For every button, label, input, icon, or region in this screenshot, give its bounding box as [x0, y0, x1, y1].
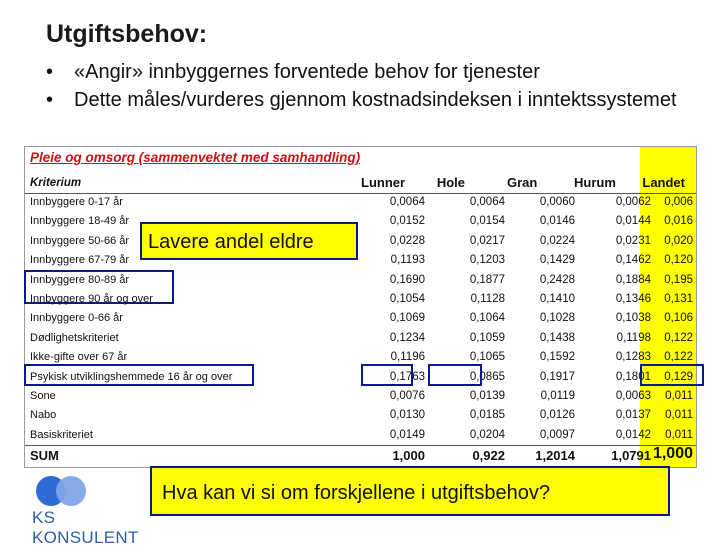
highlight-box-lunner-value	[361, 364, 413, 386]
sum-value-hurum: 1,0791	[611, 448, 651, 463]
cell-gran: 0,1438	[539, 331, 575, 344]
row-label: Innbyggere 67-79 år	[30, 254, 130, 267]
logo-circle-icon	[56, 476, 86, 506]
highlight-box-hole-value	[428, 364, 482, 386]
cell-gran: 0,0097	[539, 428, 575, 441]
cell-gran: 0,0060	[539, 196, 575, 208]
slide-title: Utgiftsbehov:	[46, 20, 208, 48]
table-row	[25, 388, 696, 407]
cell-gran: 0,0224	[539, 234, 575, 247]
row-label: Nabo	[30, 409, 57, 422]
cell-gran: 0,1429	[539, 254, 575, 267]
cell-hole: 0,0204	[469, 428, 505, 441]
table-row	[25, 194, 696, 213]
cell-lunner: 0,1193	[390, 254, 425, 267]
cell-hole: 0,1128	[470, 293, 505, 305]
cell-hurum: 0,1038	[615, 312, 651, 325]
cell-hurum: 0,0144	[615, 215, 651, 228]
cost-index-table	[24, 146, 697, 468]
cell-lunner: 0,0130	[389, 409, 425, 422]
cell-hurum: 0,0142	[615, 428, 651, 441]
cell-gran: 0,1410	[539, 293, 575, 305]
table-row	[25, 310, 696, 329]
cell-landet: 0,122	[664, 351, 693, 364]
bullet-list	[46, 58, 706, 114]
sum-value-gran: 1,2014	[535, 448, 575, 463]
row-label: Dødlighetskriteriet	[30, 331, 119, 344]
cell-hole: 0,0139	[469, 390, 505, 402]
cell-hole: 0,0865	[469, 370, 505, 383]
sum-value-hole: 0,922	[472, 448, 505, 463]
sum-value-landet: 1,000	[652, 445, 693, 462]
cell-lunner: 0,1690	[389, 273, 425, 286]
cell-hurum: 0,1884	[615, 273, 651, 286]
cell-lunner: 0,1054	[389, 293, 425, 305]
highlight-box-elderly-rows	[24, 270, 174, 304]
table-row	[25, 330, 696, 349]
cell-landet: 0,120	[664, 254, 693, 267]
cell-gran: 0,1592	[539, 351, 575, 364]
row-label: Psykisk utviklingshemmede 16 år og over	[30, 370, 233, 383]
cell-hole: 0,1059	[469, 331, 505, 344]
cell-hole: 0,0217	[469, 234, 505, 247]
header-landet: Landet	[642, 175, 685, 190]
cell-lunner: 0,1763	[389, 370, 425, 383]
row-label: Innbyggere 18-49 år	[30, 215, 130, 228]
row-label: Sone	[30, 390, 56, 402]
cell-landet: 0,011	[665, 390, 693, 402]
sum-value-lunner: 1,000	[392, 448, 425, 463]
cell-hurum: 0,1283	[615, 351, 651, 364]
row-label: Innbyggere 90 år og over	[30, 293, 153, 305]
row-label: Innbyggere 50-66 år	[30, 234, 130, 247]
cell-gran: 0,1028	[539, 312, 575, 325]
table-row	[25, 233, 696, 252]
table-row	[25, 252, 696, 271]
cell-hole: 0,1203	[469, 254, 505, 267]
ks-konsulent-logo	[28, 474, 160, 547]
cell-hurum: 0,0063	[615, 390, 651, 402]
cell-landet: 0,006	[664, 196, 693, 208]
row-label: Ikke-gifte over 67 år	[30, 351, 128, 364]
cell-hurum: 0,1198	[616, 331, 651, 344]
cell-hurum: 0,1346	[615, 293, 651, 305]
cell-lunner: 0,1196	[390, 351, 425, 364]
cell-lunner: 0,1069	[389, 312, 425, 325]
cell-hole: 0,1877	[469, 273, 505, 286]
header-lunner: Lunner	[361, 175, 406, 190]
cell-hurum: 0,0062	[615, 196, 651, 208]
cell-lunner: 0,0064	[389, 196, 425, 208]
cell-hole: 0,0154	[469, 215, 505, 228]
sum-label: SUM	[30, 448, 59, 463]
cell-lunner: 0,0228	[389, 234, 425, 247]
logo-text: KS KONSULENT	[32, 508, 139, 547]
table-row	[25, 407, 696, 426]
cell-hurum: 0,1462	[615, 254, 651, 267]
row-label: Innbyggere 0-17 år	[30, 196, 123, 208]
cell-landet: 0,011	[665, 428, 693, 441]
table-row	[25, 213, 696, 232]
table-title: Pleie og omsorg (sammenvektet med samhandling)	[30, 150, 361, 165]
cell-landet: 0,016	[664, 215, 693, 228]
highlight-box-landet-value	[640, 364, 704, 386]
cell-hole: 0,1065	[469, 351, 505, 364]
cell-gran: 0,2428	[539, 273, 575, 286]
cell-lunner: 0,1234	[389, 331, 425, 344]
header-hole: Hole	[436, 175, 465, 190]
cell-landet: 0,195	[664, 273, 693, 286]
cell-lunner: 0,0149	[389, 428, 425, 441]
cell-landet: 0,131	[664, 293, 693, 305]
sum-row	[25, 445, 696, 467]
cell-lunner: 0,0152	[389, 215, 425, 228]
cell-hurum: 0,0231	[615, 234, 651, 247]
bullet-item: • Dette måles/vurderes gjennom kostnadsindeksen i inntektssystemet	[46, 86, 706, 114]
cell-landet: 0,122	[664, 331, 693, 344]
header-gran: Gran	[507, 175, 538, 190]
cell-landet: 0,129	[664, 370, 693, 383]
cell-hurum: 0,0137	[615, 409, 651, 422]
cell-hole: 0,0064	[469, 196, 505, 208]
highlight-box-psykisk-label	[24, 364, 254, 386]
callout-question: Hva kan vi si om forskjellene i utgiftsbehov?	[150, 466, 670, 516]
header-kriterium: Kriterium	[30, 177, 82, 189]
cell-gran: 0,0146	[539, 215, 575, 228]
table-row	[25, 427, 696, 446]
cell-landet: 0,020	[664, 234, 693, 247]
cell-hole: 0,1064	[469, 312, 505, 325]
cell-hole: 0,0185	[469, 409, 505, 422]
cell-landet: 0,106	[664, 312, 693, 325]
cell-lunner: 0,0076	[389, 390, 425, 402]
cell-gran: 0,1917	[539, 370, 575, 383]
bullet-item: • «Angir» innbyggernes forventede behov for tjenester	[46, 58, 706, 86]
cell-landet: 0,011	[665, 409, 693, 422]
row-label: Basiskriteriet	[30, 428, 93, 441]
row-label: Innbyggere 80-89 år	[30, 273, 130, 286]
sum-divider	[25, 445, 696, 446]
cell-hurum: 0,1801	[615, 370, 651, 383]
callout-lower-elderly: Lavere andel eldre	[140, 222, 358, 260]
row-label: Innbyggere 0-66 år	[30, 312, 123, 325]
cell-gran: 0,0126	[539, 409, 575, 422]
table-header-row	[25, 175, 696, 193]
cell-gran: 0,0119	[540, 390, 575, 402]
header-hurum: Hurum	[574, 175, 616, 190]
